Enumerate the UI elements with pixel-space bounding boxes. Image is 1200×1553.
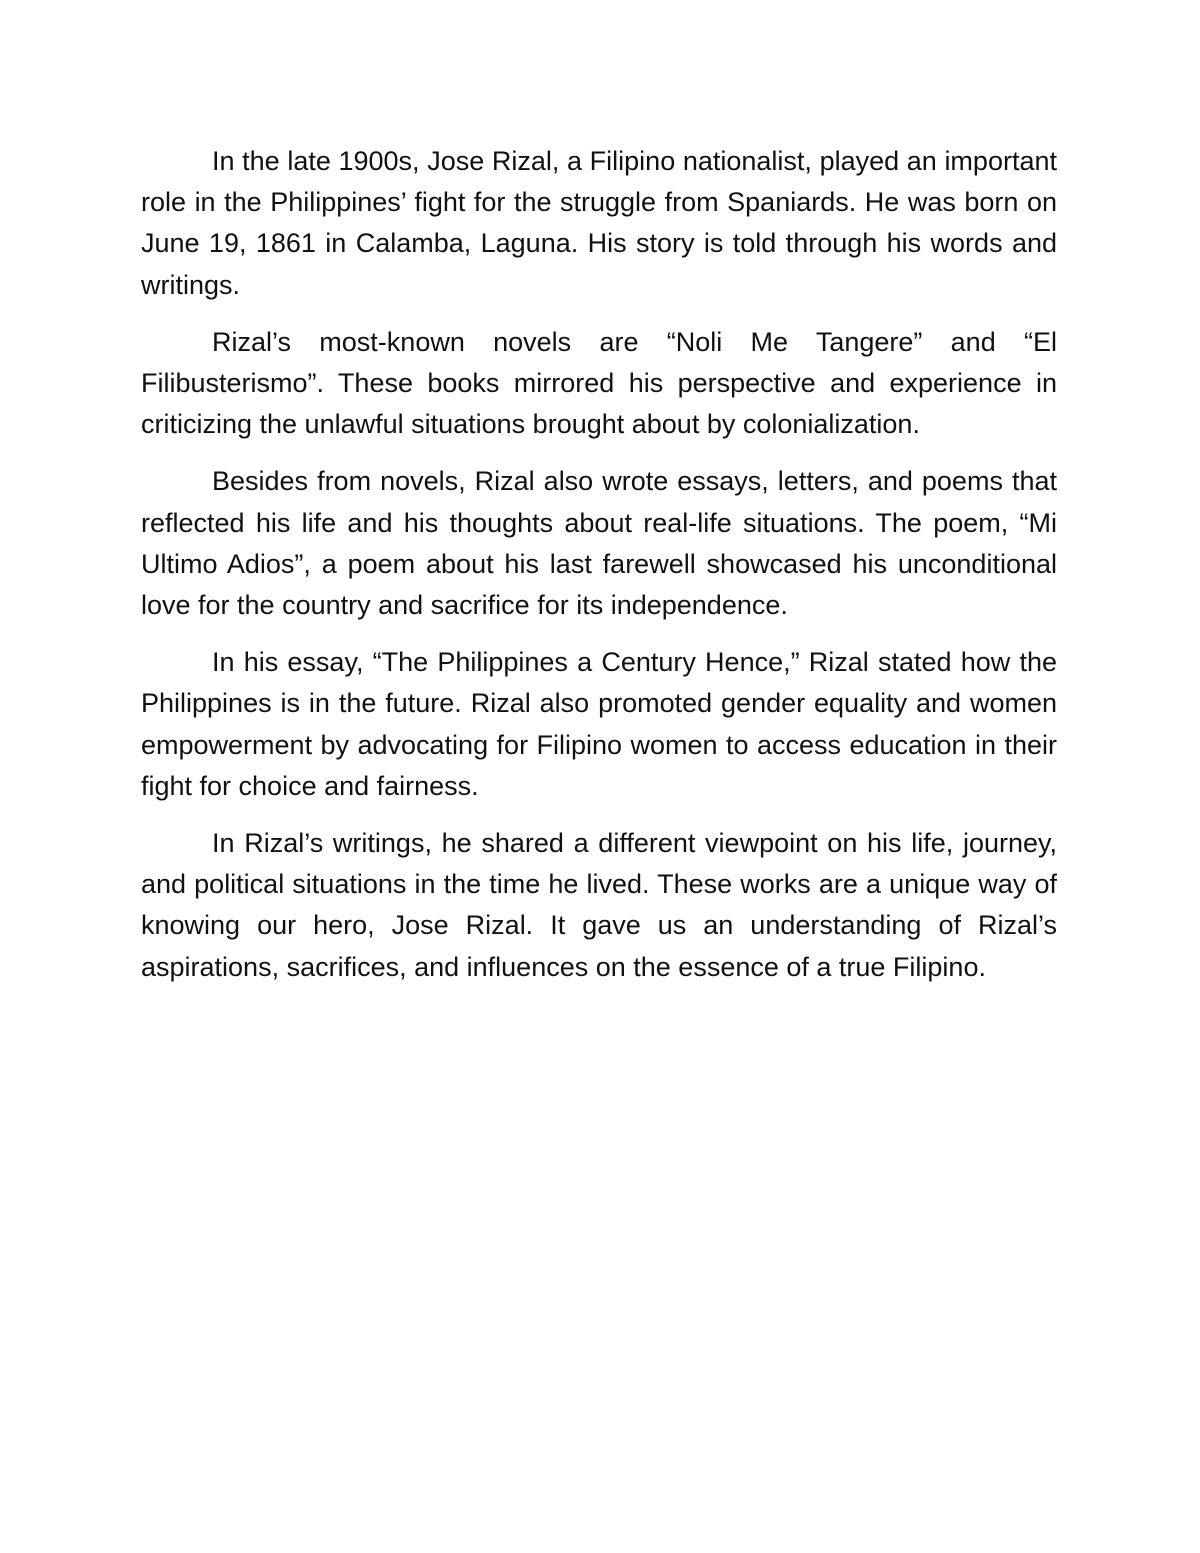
paragraph-novels: Rizal’s most-known novels are “Noli Me Tangere” and “El Filibusterismo”. These books mirrored his perspective and experience in criticizing the unlawful situations brought about by colonialization. (141, 326, 1057, 440)
document-body (141, 141, 1057, 1004)
paragraph-intro: In the late 1900s, Jose Rizal, a Filipino nationalist, played an important role in the Philippines’ fight for the struggle from Spaniards. He was born on June 19, 1861 in Calamba, Laguna. His story is told through his words and writings. (141, 146, 1057, 300)
paragraph-essay-century-hence: In his essay, “The Philippines a Century Hence,” Rizal stated how the Philippines is in the future. Rizal also promoted gender equality and women empowerment by advocating for Filipino women to access education in their fight for choice and fairness. (141, 647, 1057, 801)
paragraph-conclusion: In Rizal’s writings, he shared a different viewpoint on his life, journey, and political situations in the time he lived. These works are a unique way of knowing our hero, Jose Rizal. It gave us an understanding of Rizal’s aspirations, sacrifices, and influences on the essence of a true Filipino. (141, 828, 1057, 982)
paragraph-essays-poems: Besides from novels, Rizal also wrote essays, letters, and poems that reflected his life and his thoughts about real-life situations. The poem, “Mi Ultimo Adios”, a poem about his last farewell showcased his unconditional love for the country and sacrifice for its independence. (141, 466, 1057, 621)
